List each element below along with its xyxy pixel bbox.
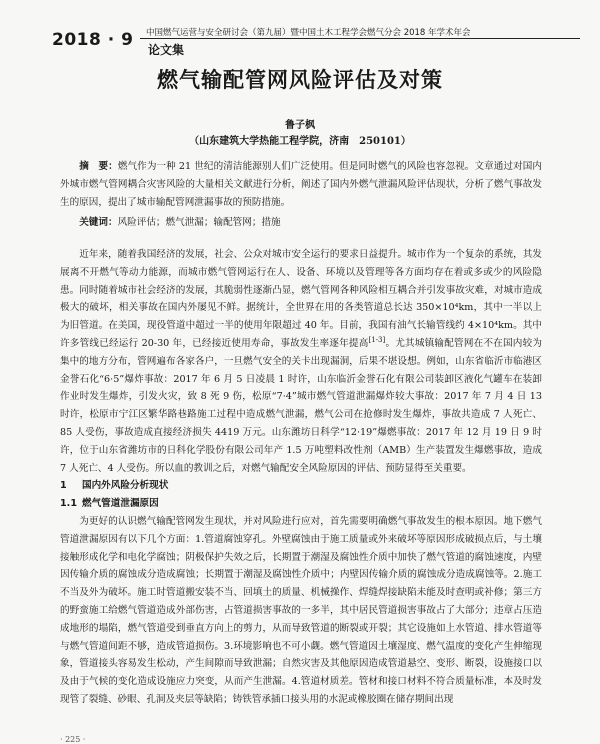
header-rule [140, 38, 580, 39]
section-heading-1 [60, 477, 542, 495]
abstract-label: 摘 要： [79, 161, 118, 172]
abstract [60, 158, 542, 212]
keywords-label: 关键词： [79, 217, 118, 228]
abstract-text: 燃气作为一种 21 世纪的清洁能源别人们广泛使用。但是同时燃气的风险也容忽视。文章通过对国内外城市燃气管网耦合灾害风险的大量相关文献进行分析，阐述了国内外燃气泄漏风险评估现状，分析了燃气事故发生的原因，提出了城市输配管网泄漏事故的预防措施。 [60, 161, 543, 208]
keywords [60, 214, 542, 232]
intro-text: 近年来，随着我国经济的发展，社会、公众对城市安全运行的要求日益提升。城市作为一个复杂的系统，其发展离不开燃气等动力能源，而城市燃气管网运行在人、设备、环境以及管理等各方面均存在着或多或少的风险隐患。同时随着城市社会经济的发展，其脆弱性逐渐凸显，燃气管网各种风险相互耦合并引发事故灾难，对城市造成极大的破坏，相关事故在国内外屡见不鲜。据统计，全世界在用的各类管道总长达 350×10⁴km，其中一半以上为旧管道。在美国，现役管道中超过一半的使用年限超过 40 年。目前，我国有油气长输管线约 4×10⁴km。其中许多管线已经运行 20-30 年，已经接近使用寿命，事故发生率逐年提高 [60, 249, 542, 349]
section-number: 1 [60, 480, 67, 492]
subsection-heading-1-1 [60, 495, 542, 513]
keywords-text: 风险评估；燃气泄漏；输配管网；措施 [117, 217, 281, 228]
page-number: · 225 · [60, 735, 86, 744]
citation: [1-3] [368, 335, 386, 344]
subsection-number: 1.1 [60, 498, 77, 510]
body-text [60, 246, 542, 709]
paper-title: 燃气输配管网风险评估及对策 [157, 67, 443, 92]
author-affiliation: （山东建筑大学热能工程学院，济南 250101） [189, 136, 411, 147]
intro-text-tail: 。尤其城镇输配管网在不在国内较为集中的地方分布，管网遍布各家各户，一旦燃气安全的关卡出现漏洞，后果不堪设想。例如，山东省临沂市临港区金誉石化“6·5”爆炸事故：2017 年 6 月 5 日凌晨 1 时许，山东临沂金誉石化有限公司装卸区液化气罐车在装卸作业时发生爆炸，引发火灾，致 8 死 9 伤，松原“7·4”城市燃气管道泄漏爆炸较大事故：2017 年 7 月 4 日 13 时许，松原市宁江区繁华路巷路施工过程中造成燃气泄漏，燃气公司在抢修时发生爆炸，事故共造成 7 人死亡、85 人受伤，事故造成直接经济损失 4419 万元。山东潍坊日科学“12·19”爆燃事故：2017 年 12 月 19 日 9 时许，位于山东省潍坊市的日科化学股份有限公司年产 1.5 万吨塑料改性剂（AMB）生产装置发生爆燃事故，造成 7 人死亡、4 人受伤。所以血的教训之后，对燃气输配安全风险原因的评估、预防显得至关重要。 [60, 337, 542, 474]
intro-paragraph [60, 246, 542, 477]
subsection-paragraph: 为更好的认识燃气输配管网发生现状，并对风险进行应对，首先需要明确燃气事故发生的根本原因。地下燃气管道泄漏原因有以下几个方面：1.管道腐蚀穿孔。外壁腐蚀由于施工质量或外来破坏等原因形成破损点后，与土壤接触形成化学和电化学腐蚀；阴极保护失效之后，长期置于潮湿及腐蚀性介质中加快了燃气管道的腐蚀速度，内壁因传输介质的腐蚀成分造成腐蚀；长期置于潮湿及腐蚀性介质中；内壁因传输介质的腐蚀成分造成腐蚀等。2.施工不当及外为破坏。施工时管道搬安装不当、回填土的质量、机械操作、焊缝焊接缺陷未能及时查明或补修；第三方的野蛮施工给燃气管道造成外部伤害，占管道损害事故的一多半，其中居民管道损害事故占了大部分；违章占压造成地形的塌陷，燃气管道受到垂直方向上的剪力，从而导致管道的断裂或开裂；其它设施如上水管道、排水管道等与燃气管道间距不够，造成管道损伤。3.环境影响也不可小觑。燃气管道因土壤湿度、燃气温度的变化产生伸缩现象，管道接头容易发生松动，产生间隙而导致泄漏；自然灾害及其他原因造成管道悬空、变形、断裂，设施接口以及由于气候的变化造成设施应力突变，从而产生泄漏。4.管道材质差。管材和接口材料不符合质量标准，本及时发现管了裂缝、砂眼、孔洞及夹层等缺陷；铸铁管承插口接头用的水泥或橡胶圈在储存期间出现 [60, 515, 542, 705]
author-name: 鲁子枫 [285, 120, 315, 131]
section-title: 国内外风险分析现状 [82, 480, 169, 492]
year-issue: 2018 · 9 [52, 30, 134, 50]
conference-name: 中国燃气运营与安全研讨会（第九届）暨中国土木工程学会燃气分会 2018 年学术年会 [146, 28, 471, 38]
subsection-title: 燃气管道泄漏原因 [82, 498, 159, 510]
section-label: 论文集 [148, 43, 185, 57]
